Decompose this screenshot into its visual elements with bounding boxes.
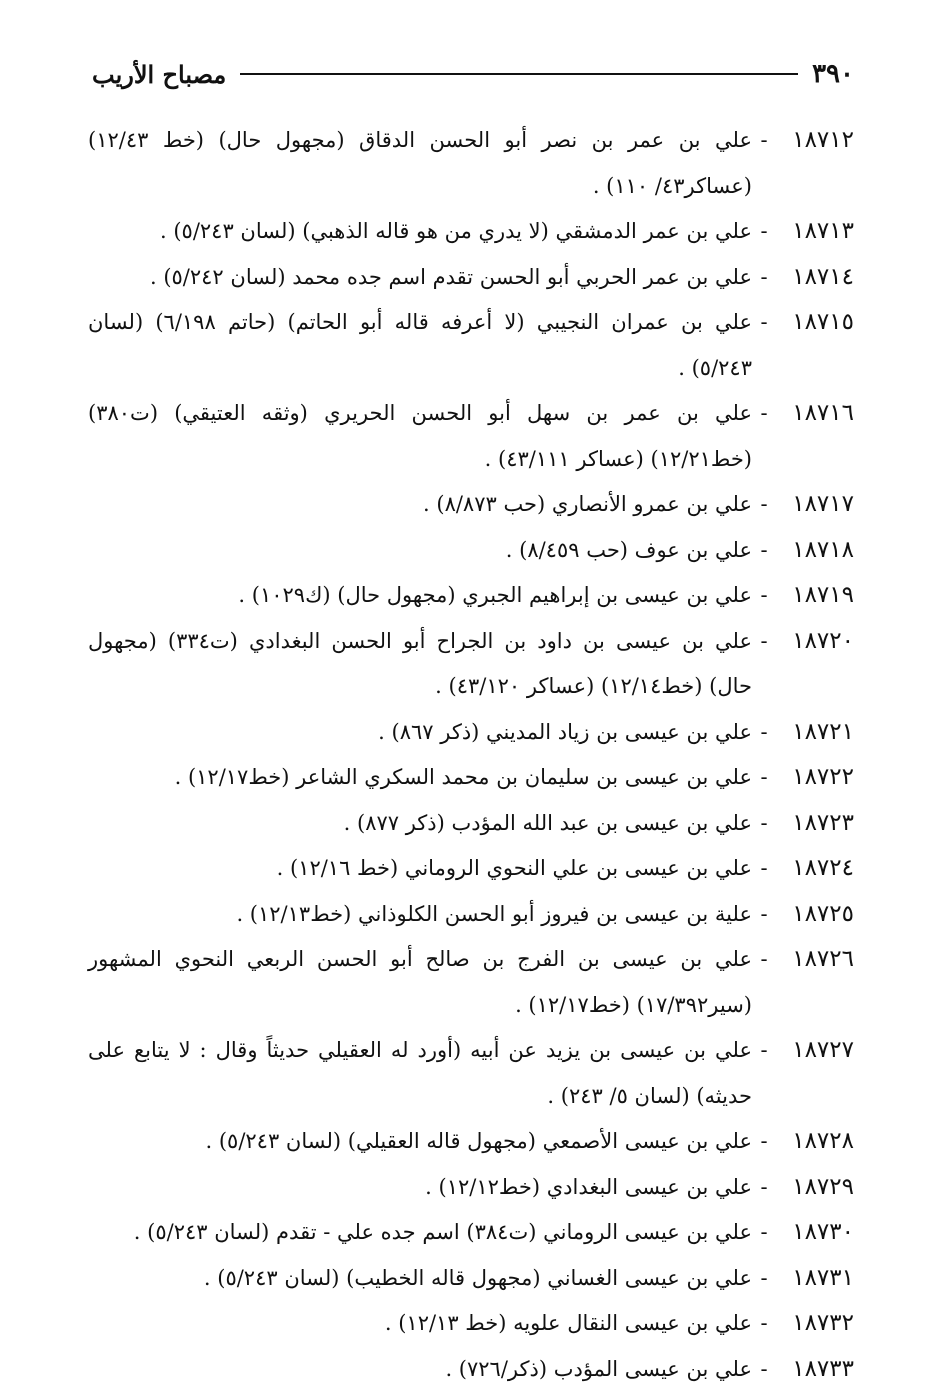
entry-number: ١٨٧١٧ xyxy=(776,482,854,528)
entry xyxy=(84,846,854,892)
entry xyxy=(84,1301,854,1347)
entry-number: ١٨٧١٣ xyxy=(776,209,854,255)
entry xyxy=(84,710,854,756)
entry-text: علي بن عيسى بن سليمان بن محمد السكري الشاعر (خط١٢/١٧) . xyxy=(84,755,752,801)
entry-number: ١٨٧١٩ xyxy=(776,573,854,619)
entry-dash: - xyxy=(752,755,776,801)
entry-text: علي بن عيسى بن الفرج بن صالح أبو الحسن الربعي النحوي المشهور (سير١٧/٣٩٢) (خط١٢/١٧) . xyxy=(84,937,752,1028)
header-rule xyxy=(240,73,798,75)
entry xyxy=(84,255,854,301)
entry-number: ١٨٧٢٤ xyxy=(776,846,854,892)
entry-text: علي بن عيسى بن إبراهيم الجبري (مجهول حال) (ك١٠٢٩) . xyxy=(84,573,752,619)
entry-number: ١٨٧٢٨ xyxy=(776,1119,854,1165)
entry-number: ١٨٧٢٧ xyxy=(776,1028,854,1119)
entry-text: علي بن عيسى الأصمعي (مجهول قاله العقيلي) (لسان ٥/٢٤٣) . xyxy=(84,1119,752,1165)
entry-dash: - xyxy=(752,573,776,619)
entry-dash: - xyxy=(752,1347,776,1392)
entry-dash: - xyxy=(752,1301,776,1347)
entry-text: علي بن عيسى بن داود بن الجراح أبو الحسن البغدادي (ت٣٣٤) (مجهول حال) (خط١٢/١٤) (عساكر ٤٣/١٢٠) . xyxy=(84,619,752,710)
entry-text: علي بن عيسى الروماني (ت٣٨٤) اسم جده علي - تقدم (لسان ٥/٢٤٣) . xyxy=(84,1210,752,1256)
page-header xyxy=(92,56,854,92)
entry xyxy=(84,892,854,938)
entry-number: ١٨٧٢٠ xyxy=(776,619,854,710)
entry-number: ١٨٧٣٢ xyxy=(776,1301,854,1347)
entry-text: علي بن عيسى بن يزيد عن أبيه (أورد له العقيلي حديثاً وقال : لا يتابع على حديثه) (لسان ٥/ ٢٤٣) . xyxy=(84,1028,752,1119)
entry-dash: - xyxy=(752,892,776,938)
entry-dash: - xyxy=(752,482,776,528)
entry-number: ١٨٧١٤ xyxy=(776,255,854,301)
entry-text: علي بن عيسى بن علي النحوي الروماني (خط ١٢/١٦) . xyxy=(84,846,752,892)
entry-number: ١٨٧٣١ xyxy=(776,1256,854,1302)
entry xyxy=(84,528,854,574)
entry-text: علي بن عيسى الغساني (مجهول قاله الخطيب) (لسان ٥/٢٤٣) . xyxy=(84,1256,752,1302)
entry xyxy=(84,1347,854,1392)
entry-dash: - xyxy=(752,1210,776,1256)
entry xyxy=(84,209,854,255)
entry-number: ١٨٧٢٢ xyxy=(776,755,854,801)
entry-dash: - xyxy=(752,1165,776,1211)
entry-text: علي بن عمرو الأنصاري (حب ٨/٨٧٣) . xyxy=(84,482,752,528)
entry-number: ١٨٧٢١ xyxy=(776,710,854,756)
entry-number: ١٨٧٢٦ xyxy=(776,937,854,1028)
entry xyxy=(84,391,854,482)
entry-dash: - xyxy=(752,801,776,847)
entry-text: علي بن عمر بن نصر أبو الحسن الدقاق (مجهول حال) (خط ١٢/٤٣) (عساكر٤٣/ ١١٠) . xyxy=(84,118,752,209)
entry-number: ١٨٧١٢ xyxy=(776,118,854,209)
entry-text: علي بن عيسى البغدادي (خط١٢/١٢) . xyxy=(84,1165,752,1211)
entry-number: ١٨٧١٥ xyxy=(776,300,854,391)
entry-dash: - xyxy=(752,710,776,756)
entry-text: علي بن عيسى المؤدب (ذكر/٧٢٦) . xyxy=(84,1347,752,1392)
page-number: ٣٩٠ xyxy=(812,59,854,89)
entry-dash: - xyxy=(752,1028,776,1119)
entry-dash: - xyxy=(752,619,776,710)
entry xyxy=(84,1119,854,1165)
entries-list xyxy=(84,118,854,1392)
entry xyxy=(84,801,854,847)
entry-text: علي بن عمر بن سهل أبو الحسن الحريري (وثقه العتيقي) (ت٣٨٠) (خط١٢/٢١) (عساكر ٤٣/١١١) . xyxy=(84,391,752,482)
entry xyxy=(84,619,854,710)
entry xyxy=(84,1165,854,1211)
entry-dash: - xyxy=(752,209,776,255)
entry xyxy=(84,1028,854,1119)
entry xyxy=(84,573,854,619)
entry-text: علي بن عمران النجيبي (لا أعرفه قاله أبو الحاتم) (حاتم ٦/١٩٨) (لسان ٥/٢٤٣) . xyxy=(84,300,752,391)
entry-dash: - xyxy=(752,1119,776,1165)
entry-text: علي بن عيسى النقال علويه (خط ١٢/١٣) . xyxy=(84,1301,752,1347)
entry-number: ١٨٧٣٠ xyxy=(776,1210,854,1256)
entry-number: ١٨٧١٨ xyxy=(776,528,854,574)
book-title: مصباح الأريب xyxy=(92,60,226,89)
entry-text: علي بن عمر الحربي أبو الحسن تقدم اسم جده محمد (لسان ٥/٢٤٢) . xyxy=(84,255,752,301)
entry-text: علي بن عوف (حب ٨/٤٥٩) . xyxy=(84,528,752,574)
entry-dash: - xyxy=(752,846,776,892)
entry-number: ١٨٧٢٥ xyxy=(776,892,854,938)
entry-dash: - xyxy=(752,255,776,301)
entry xyxy=(84,118,854,209)
entry-dash: - xyxy=(752,391,776,482)
entry-text: علي بن عمر الدمشقي (لا يدري من هو قاله الذهبي) (لسان ٥/٢٤٣) . xyxy=(84,209,752,255)
entry-number: ١٨٧٣٣ xyxy=(776,1347,854,1392)
entry-dash: - xyxy=(752,118,776,209)
entry xyxy=(84,937,854,1028)
entry xyxy=(84,755,854,801)
entry-dash: - xyxy=(752,937,776,1028)
entry-dash: - xyxy=(752,1256,776,1302)
entry-text: علية بن عيسى بن فيروز أبو الحسن الكلوذاني (خط١٢/١٣) . xyxy=(84,892,752,938)
entry xyxy=(84,482,854,528)
entry-number: ١٨٧٢٩ xyxy=(776,1165,854,1211)
entry-text: علي بن عيسى بن زياد المديني (ذكر ٨٦٧) . xyxy=(84,710,752,756)
entry-dash: - xyxy=(752,528,776,574)
entry-number: ١٨٧٢٣ xyxy=(776,801,854,847)
entry xyxy=(84,1210,854,1256)
entry xyxy=(84,300,854,391)
entry-number: ١٨٧١٦ xyxy=(776,391,854,482)
entry xyxy=(84,1256,854,1302)
entry-dash: - xyxy=(752,300,776,391)
entry-text: علي بن عيسى بن عبد الله المؤدب (ذكر ٨٧٧) . xyxy=(84,801,752,847)
